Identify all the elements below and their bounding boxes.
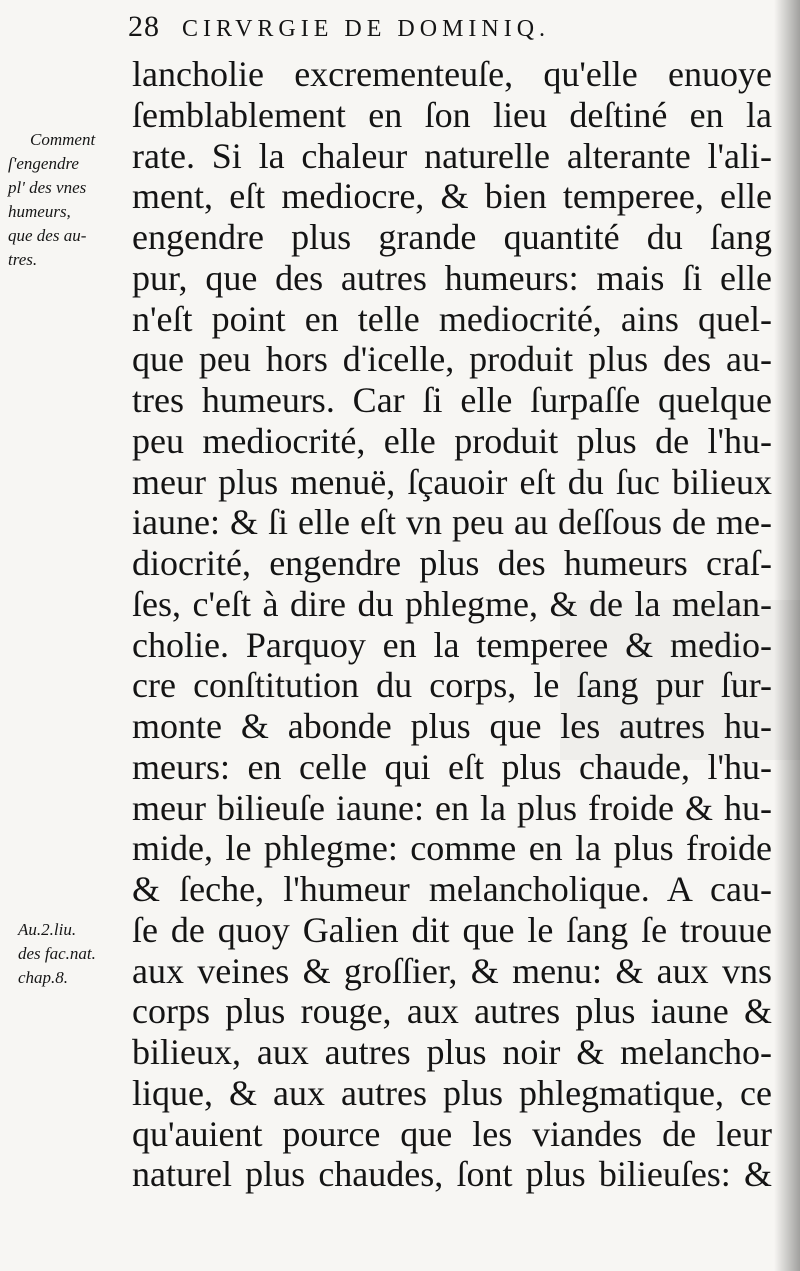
margin-note-galen-reference xyxy=(18,918,130,990)
text-line: lancholie excrementeuſe, qu'elle enuoye xyxy=(132,54,772,94)
margin-note-line: ſ'engendre xyxy=(8,154,79,173)
text-line: ſemblablement en ſon lieu deſtiné en la xyxy=(132,94,772,135)
text-line: naturel plus chaudes, ſont plus bilieuſes: & xyxy=(132,1154,772,1195)
text-line: iaune: & ſi elle eſt vn peu au deſſous de me- xyxy=(132,502,772,543)
page-edge-shadow xyxy=(774,0,800,1271)
text-line: ment, eſt mediocre, & bien temperee, elle xyxy=(132,176,772,217)
text-line: meur bilieuſe iaune: en la plus froide & hu- xyxy=(132,787,772,828)
margin-note-line: tres. xyxy=(8,250,38,269)
text-line: ſe de quoy Galien dit que le ſang ſe trouue xyxy=(132,909,772,950)
margin-note-line: que des au- xyxy=(8,226,87,245)
text-line: engendre plus grande quantité du ſang xyxy=(132,217,772,257)
text-line: bilieux, aux autres plus noir & melancho- xyxy=(132,1032,772,1072)
text-line: diocrité, engendre plus des humeurs craſ- xyxy=(132,543,772,583)
text-line: & ſeche, l'humeur melancholique. A cau- xyxy=(132,869,772,909)
margin-note-line: pl' des vnes xyxy=(8,178,87,197)
running-title: CIRVRGIE DE DOMINIQ. xyxy=(182,16,551,42)
text-line: que peu hors d'icelle, produit plus des au- xyxy=(132,339,772,380)
margin-note-line: Comment xyxy=(30,130,96,149)
text-line: cre conſtitution du corps, le ſang pur ſur- xyxy=(132,665,772,706)
text-line: rate. Si la chaleur naturelle alterante l'ali- xyxy=(132,135,772,176)
text-line: corps plus rouge, aux autres plus iaune & xyxy=(132,991,772,1032)
text-line: lique, & aux autres plus phlegmatique, ce xyxy=(132,1072,772,1113)
text-line: peu mediocrité, elle produit plus de l'hu- xyxy=(132,420,772,461)
running-head xyxy=(128,10,748,50)
text-line: cholie. Parquoy en la temperee & medio- xyxy=(132,624,772,665)
margin-note-line: des fac.nat. xyxy=(18,944,96,963)
text-line: meur plus menuë, ſçauoir eſt du ſuc bilieux xyxy=(132,461,772,502)
text-line: aux veines & groſſier, & menu: & aux vns xyxy=(132,950,772,991)
text-line: monte & abonde plus que les autres hu- xyxy=(132,706,772,746)
text-line: tres humeurs. Car ſi elle ſurpaſſe quelque xyxy=(132,380,772,420)
margin-note-humors xyxy=(8,128,128,272)
margin-note-line: humeurs, xyxy=(8,202,71,221)
text-line: pur, que des autres humeurs: mais ſi elle xyxy=(132,257,772,298)
text-line: qu'auient pource que les viandes de leur xyxy=(132,1113,772,1154)
margin-note-line: Au.2.liu. xyxy=(18,920,77,939)
text-line: ſes, c'eſt à dire du phlegme, & de la melan- xyxy=(132,583,772,624)
page-number: 28 xyxy=(128,10,160,43)
margin-note-line: chap.8. xyxy=(18,968,69,987)
text-line: meurs: en celle qui eſt plus chaude, l'hu- xyxy=(132,746,772,787)
text-line: mide, le phlegme: comme en la plus froide xyxy=(132,828,772,869)
body-text xyxy=(132,54,772,1195)
text-line: n'eſt point en telle mediocrité, ains quel- xyxy=(132,298,772,339)
